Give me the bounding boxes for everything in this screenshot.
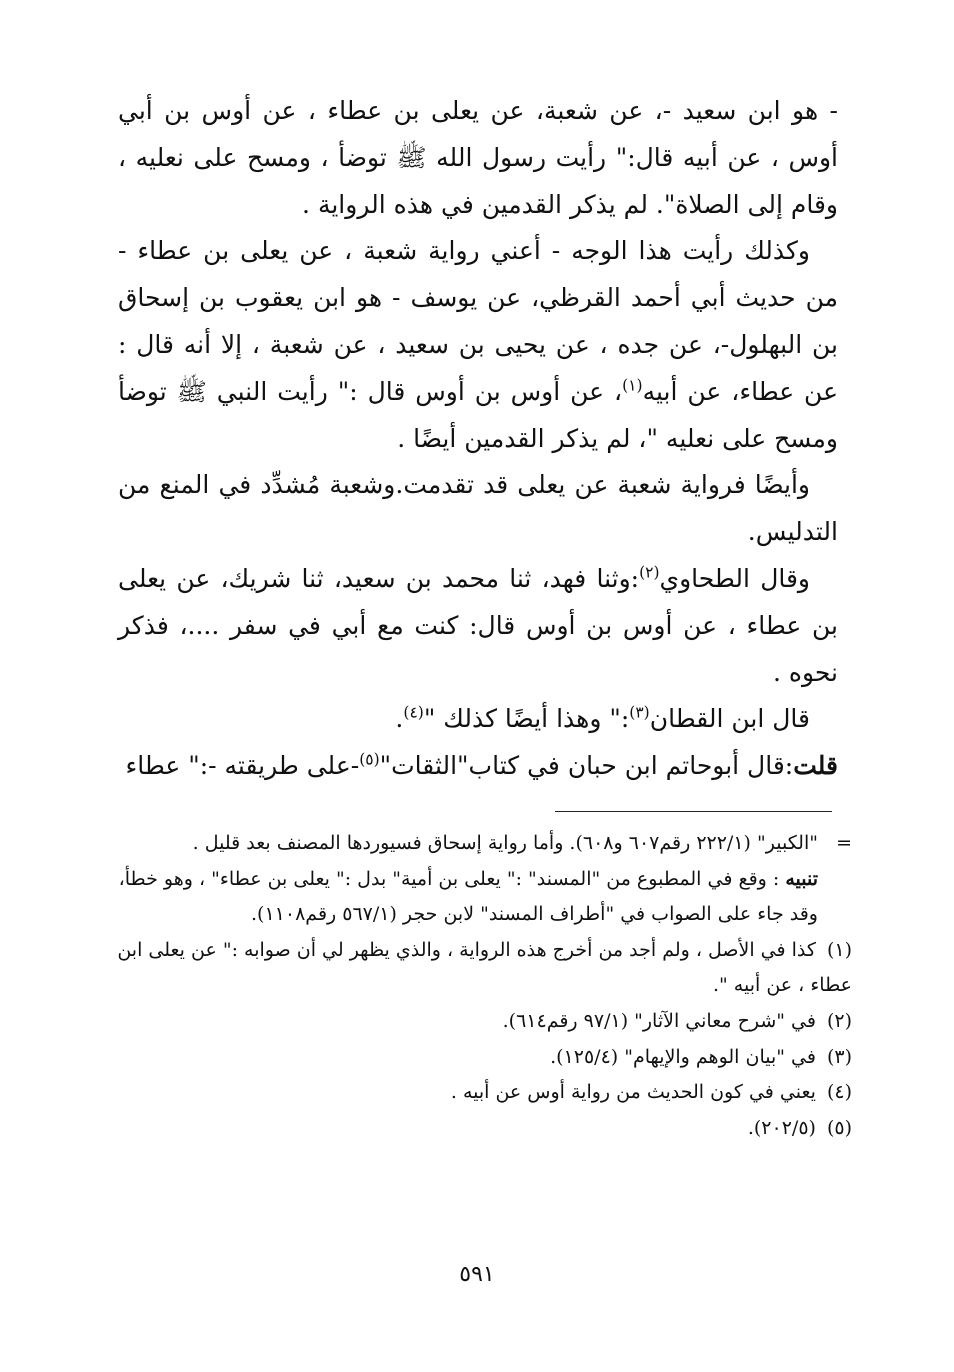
- footnote-continuation: ="الكبير" (٢٢٢/١ رقم٦٠٧ و٦٠٨). وأما رواية إسحاق فسيوردها المصنف بعد قليل .: [104, 826, 852, 862]
- paragraph-3: وأيضًا فرواية شعبة عن يعلى قد تقدمت.وشعبة مُشدِّد في المنع من التدليس.: [118, 470, 838, 547]
- paragraph-1: - هو ابن سعيد -، عن شعبة، عن يعلى بن عطاء ، عن أوس بن أبي أوس ، عن أبيه قال:" رأيت رسول الله ﷺ توضأ ، ومسح على نعليه ، وقام إلى الصلاة". لم يذكر القدمين في هذه الرواية .: [118, 96, 838, 219]
- footnote-number: (٣): [826, 1045, 852, 1068]
- page-number: ٥٩١: [459, 1262, 495, 1287]
- footnote-number: (٢): [826, 1009, 852, 1032]
- footnote-4: (٤) يعني في كون الحديث من رواية أوس عن أبيه .: [104, 1075, 852, 1111]
- footnote-number: (٥): [826, 1116, 852, 1139]
- footnote-number: (١): [826, 938, 852, 961]
- main-text: [118, 88, 838, 790]
- paragraph-5: قال ابن القطان$^{(٣)}$:" وهذا أيضًا كذلك "$^{(٤)}$.: [395, 704, 810, 734]
- tanbih-label: تنبيه: [785, 867, 818, 890]
- footnote-divider: [555, 811, 832, 812]
- footnote-2: (٢) في "شرح معاني الآثار" (٩٧/١ رقم٦١٤).: [104, 1004, 852, 1040]
- footnote-ref-4[interactable]: (٤): [403, 704, 424, 723]
- footnote-tanbih: تنبيه : وقع في المطبوع من "المسند" :" يعلى بن أمية" بدل :" يعلى بن عطاء" ، وهو خطأ، وقد جاء على الصواب في "أطراف المسند" لابن حجر (٥٦٧/١ رقم١١٠٨).: [118, 867, 818, 926]
- footnotes: [104, 826, 852, 1146]
- paragraph-6: قلت:قال أبوحاتم ابن حبان في كتاب"الثقات"$^{(٥)}$-على طريقته -:" عطاء: [125, 750, 838, 781]
- footnote-ref-2[interactable]: (٢): [639, 563, 660, 582]
- qult-label: قلت: [793, 751, 838, 781]
- footnote-3: (٣) في "بيان الوهم والإيهام" (١٢٥/٤).: [104, 1040, 852, 1076]
- paragraph-4: وقال الطحاوي$^{(٢)}$:وثنا فهد، ثنا محمد بن سعيد، ثنا شريك، عن يعلى بن عطاء ، عن أوس بن أوس قال: كنت مع أبي في سفر ....، فذكر نحوه .: [118, 563, 838, 687]
- footnote-ref-3[interactable]: (٣): [629, 704, 650, 723]
- footnote-ref-1[interactable]: (١): [622, 376, 643, 395]
- paragraph-2: وكذلك رأيت هذا الوجه - أعني رواية شعبة ، عن يعلى بن عطاء - من حديث أبي أحمد القرظي، عن يوسف - هو ابن يعقوب بن إسحاق بن البهلول-، عن جده ، عن يحيى بن سعيد ، عن شعبة ، إلا أنه قال : عن عطاء، عن أبيه$^{(١)}$، عن أوس بن أوس قال :" رأيت النبي ﷺ توضأ ومسح على نعليه "، لم يذكر القدمين أيضًا .: [118, 236, 839, 453]
- continuation-mark: =: [836, 832, 852, 854]
- footnote-1: (١) كذا في الأصل ، ولم أجد من أخرج هذه الرواية ، والذي يظهر لي أن صوابه :" عن يعلى ابن عطاء ، عن أبيه ".: [104, 933, 852, 1004]
- footnote-number: (٤): [826, 1081, 852, 1104]
- footnote-5: (٥) (٢٠٢/٥).: [104, 1111, 852, 1147]
- footnote-ref-5[interactable]: (٥): [359, 750, 380, 769]
